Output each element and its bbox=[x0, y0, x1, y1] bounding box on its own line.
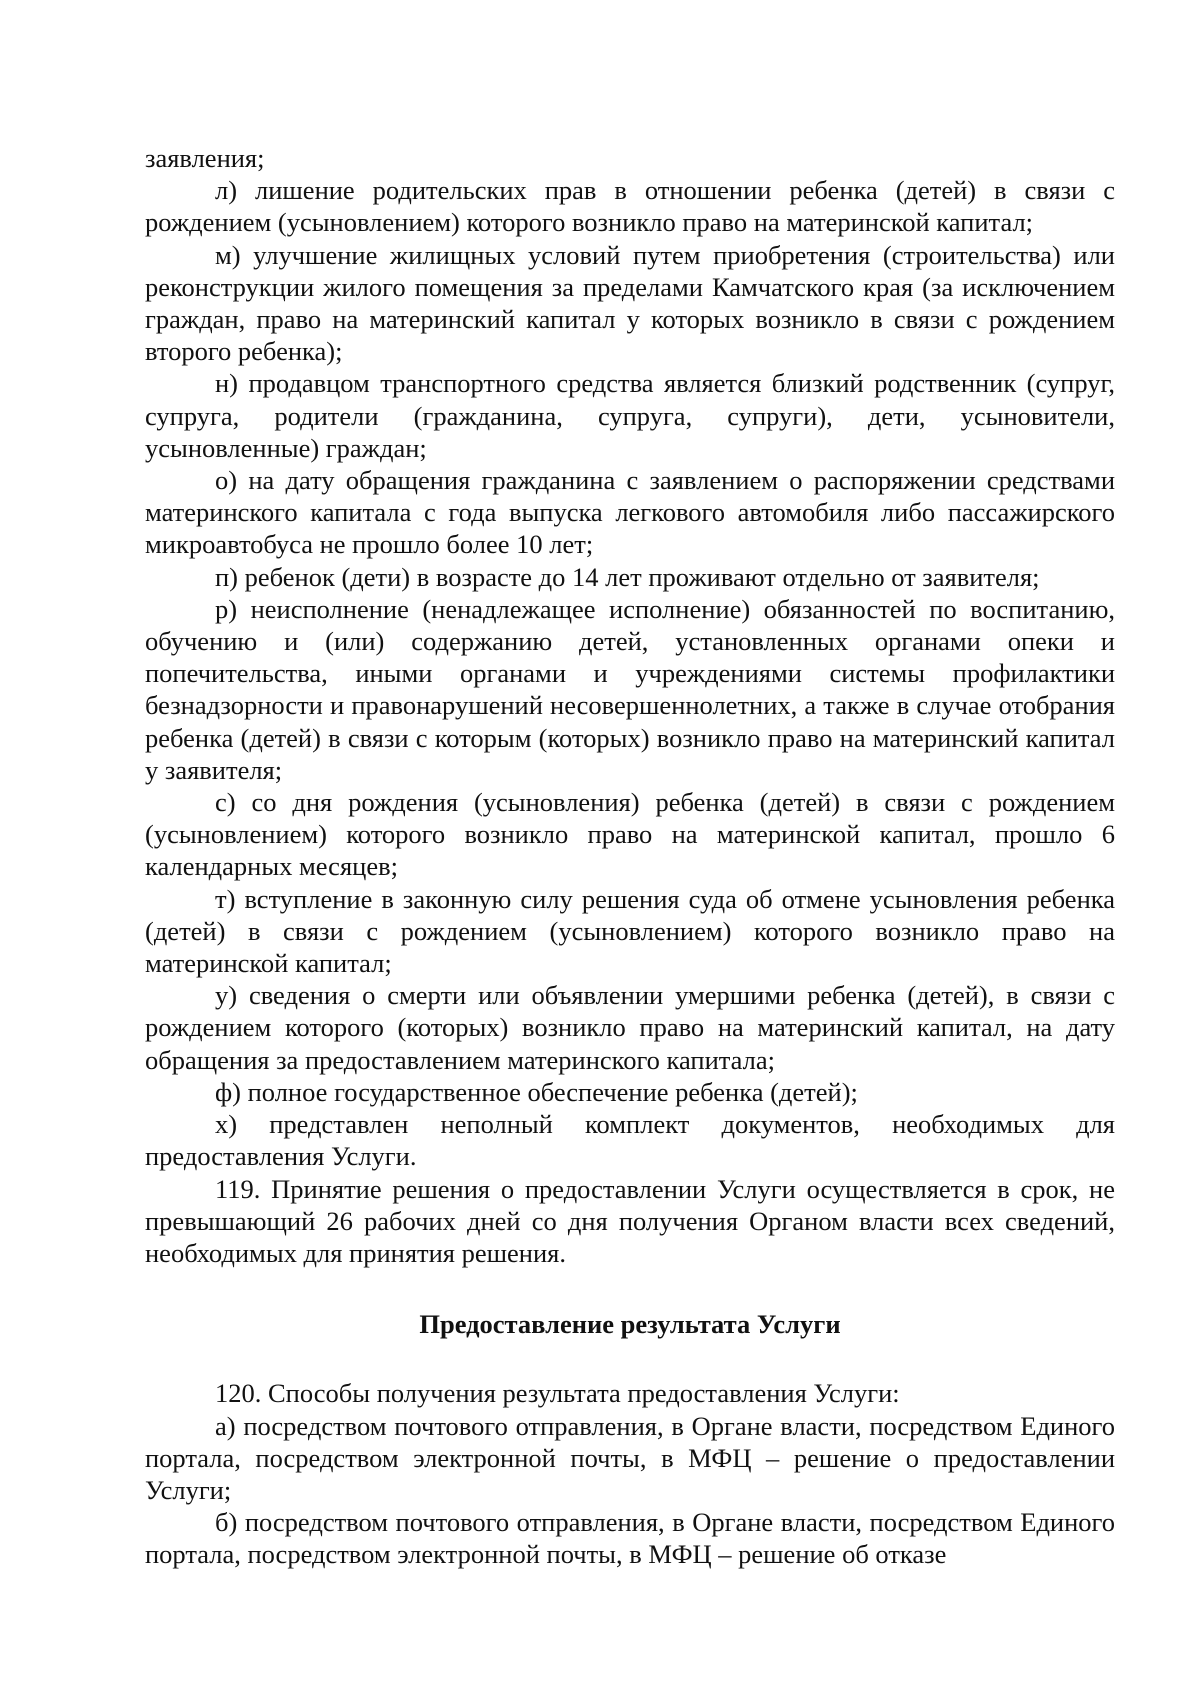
paragraph-item-n: н) продавцом транспортного средства является близкий родственник (супруг, супруга, родители (гражданина, супруга, супруги), дети, усыновители, усыновленные) граждан; bbox=[145, 368, 1115, 463]
paragraph-item-f: ф) полное государственное обеспечение ребенка (детей); bbox=[215, 1076, 858, 1107]
paragraph-item-h: х) представлен неполный комплект документов, необходимых для предоставления Услуги. bbox=[145, 1109, 1115, 1172]
paragraph-item-o: о) на дату обращения гражданина с заявлением о распоряжении средствами материнского капитала с года выпуска легкового автомобиля либо пассажирского микроавтобуса не прошло более 10 лет; bbox=[145, 465, 1115, 560]
paragraph-item-t: т) вступление в законную силу решения суда об отмене усыновления ребенка (детей) в связи с рождением (усыновлением) которого возникло право на материнской капитал; bbox=[145, 883, 1115, 979]
paragraph-item-r: р) неисполнение (ненадлежащее исполнение) обязанностей по воспитанию, обучению и (или) содержанию детей, установленных органами опеки и попечительства, иными органами и учреждениями системы профилактики безнадзорности и правонарушений несовершеннолетних, а также в случае отобрания ребенка (детей) в связи с которым (которых) возникло право на материнский капитал у заявителя; bbox=[145, 593, 1115, 785]
paragraph-continuation: заявления; bbox=[145, 143, 265, 173]
paragraph-item-s: с) со дня рождения (усыновления) ребенка (детей) в связи с рождением (усыновлением) которого возникло право на материнской капитал, прошло 6 календарных месяцев; bbox=[145, 787, 1115, 882]
paragraph-item-a: а) посредством почтового отправления, в Органе власти, посредством Единого портала, посредством электронной почты, в МФЦ – решение о предоставлении Услуги; bbox=[145, 1410, 1115, 1505]
paragraph-item-p: п) ребенок (дети) в возрасте до 14 лет проживают отдельно от заявителя; bbox=[215, 561, 1040, 592]
paragraph-item-b: б) посредством почтового отправления, в Органе власти, посредством Единого портала, посредством электронной почты, в МФЦ – решение об отказе bbox=[145, 1507, 1115, 1570]
paragraph-clause-119: 119. Принятие решения о предоставлении Услуги осуществляется в срок, не превышающий 26 рабочих дней со дня получения Органом власти всех сведений, необходимых для принятия решения. bbox=[145, 1173, 1115, 1268]
paragraph-item-u: у) сведения о смерти или объявлении умершими ребенка (детей), в связи с рождением которого (которых) возникло право на материнский капитал, на дату обращения за предоставлением материнского капитала; bbox=[145, 980, 1115, 1075]
paragraph-clause-120: 120. Способы получения результата предоставления Услуги: bbox=[215, 1378, 900, 1409]
paragraph-item-m: м) улучшение жилищных условий путем приобретения (строительства) или реконструкции жилого помещения за пределами Камчатского края (за исключением граждан, право на материнский капитал у которых возникло в связи с рождением второго ребенка); bbox=[145, 239, 1115, 367]
section-heading: Предоставление результата Услуги bbox=[419, 1309, 841, 1340]
paragraph-item-l: л) лишение родительских прав в отношении ребенка (детей) в связи с рождением (усыновлением) которого возникло право на материнской капитал; bbox=[145, 175, 1115, 238]
document-body bbox=[145, 142, 1115, 1571]
